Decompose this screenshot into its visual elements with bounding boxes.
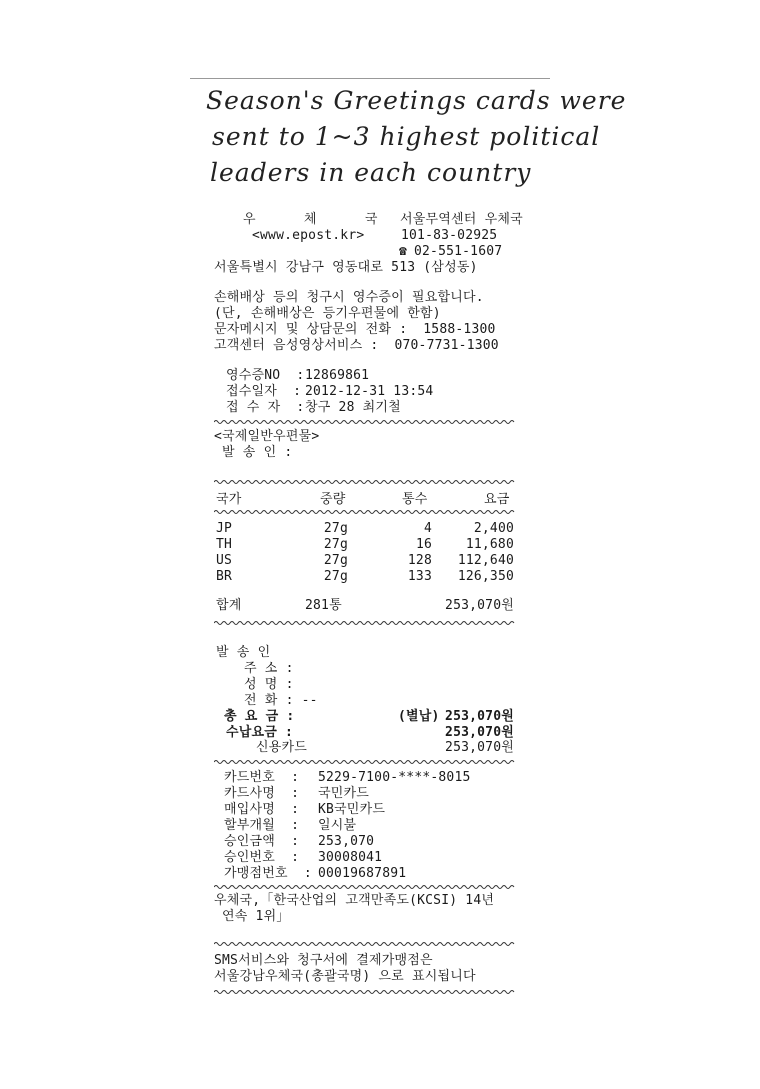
row-country: US: [216, 553, 233, 568]
divider: [214, 479, 516, 484]
receipt-clerk-label: 접 수 자 :: [226, 400, 305, 415]
row-weight: 27g: [323, 553, 348, 568]
post-office-name: 우 체 국: [243, 212, 378, 227]
row-fee: 11,680: [465, 537, 514, 552]
received-fee-value: 253,070원: [445, 725, 514, 740]
receipt-no-label: 영수증NO :: [226, 368, 305, 383]
office-address: 서울특별시 강남구 영동대로 513 (삼성동): [214, 260, 478, 275]
slogan-line-2: 연속 1위」: [222, 909, 290, 924]
sender-label: 발 송 인 :: [222, 445, 293, 460]
sender-address-label: 주 소 :: [244, 661, 294, 676]
total-fee-note: (별납): [398, 709, 440, 724]
credit-card-label: 신용카드: [256, 740, 308, 755]
row-fee: 2,400: [473, 521, 514, 536]
handwritten-line-3: leaders in each country: [210, 158, 532, 187]
notice-line-3: 문자메시지 및 상담문의 전화 : 1588-1300: [214, 322, 496, 337]
card-info-label: 매입사명 :: [224, 802, 300, 817]
total-label: 합계: [216, 598, 242, 613]
row-count: 133: [407, 569, 432, 584]
card-info-value: 00019687891: [318, 866, 407, 881]
card-info-value: KB국민카드: [318, 802, 386, 817]
received-fee-label: 수납요금 :: [226, 725, 294, 740]
sender-block-title: 발 송 인: [216, 645, 271, 660]
card-info-value: 5229-7100-****-8015: [318, 770, 471, 785]
card-info-value: 국민카드: [318, 786, 370, 801]
card-info-label: 가맹점번호 :: [224, 866, 312, 881]
divider: [214, 509, 516, 514]
card-info-label: 승인번호 :: [224, 850, 300, 865]
receipt-no-value: 12869861: [305, 368, 370, 383]
receipt-top-edge: [190, 78, 550, 79]
row-weight: 27g: [323, 537, 348, 552]
sms-notice-line-2: 서울강남우체국(총괄국명) 으로 표시됩니다: [214, 969, 476, 984]
receipt-clerk-value: 창구 28 최기철: [305, 400, 401, 415]
column-header-weight: 중량: [320, 492, 346, 507]
row-country: JP: [216, 521, 233, 536]
office-phone: 02-551-1607: [414, 244, 503, 259]
row-fee: 126,350: [457, 569, 514, 584]
row-country: TH: [216, 537, 233, 552]
row-weight: 27g: [323, 569, 348, 584]
row-country: BR: [216, 569, 233, 584]
credit-card-value: 253,070원: [445, 740, 514, 755]
total-fee-label: 총 요 금 :: [224, 709, 295, 724]
mail-type: <국제일반우편물>: [214, 429, 320, 444]
slogan-line-1: 우체국,「한국산업의 고객만족도(KCSI) 14년: [214, 893, 495, 908]
divider: [214, 759, 516, 764]
divider: [214, 419, 516, 424]
card-info-label: 카드사명 :: [224, 786, 300, 801]
notice-line-1: 손해배상 등의 청구시 영수증이 필요합니다.: [214, 290, 484, 305]
phone-icon: ☎: [399, 244, 408, 259]
divider: [214, 884, 516, 889]
receipt-date-value: 2012-12-31 13:54: [305, 384, 434, 399]
receipt-date-label: 접수일자 :: [226, 384, 302, 399]
notice-line-4: 고객센터 음성영상서비스 : 070-7731-1300: [214, 338, 499, 353]
row-weight: 27g: [323, 521, 348, 536]
card-info-value: 일시불: [318, 818, 357, 833]
divider: [214, 989, 516, 994]
column-header-fee: 요금: [484, 492, 510, 507]
card-info-label: 카드번호 :: [224, 770, 300, 785]
center-name: 서울무역센터 우체국: [400, 212, 523, 227]
handwritten-line-1: Season's Greetings cards were: [206, 86, 627, 115]
sender-phone-label: 전 화 : --: [244, 693, 318, 708]
business-number: 101-83-02925: [401, 228, 498, 243]
column-header-count: 통수: [402, 492, 428, 507]
sender-name-label: 성 명 :: [244, 677, 294, 692]
row-count: 4: [423, 521, 432, 536]
website: <www.epost.kr>: [252, 228, 365, 243]
total-count: 281통: [305, 598, 342, 613]
divider: [214, 620, 516, 625]
card-info-value: 253,070: [318, 834, 375, 849]
column-header-country: 국가: [216, 492, 242, 507]
handwritten-line-2: sent to 1~3 highest political: [212, 122, 601, 151]
card-info-label: 할부개월 :: [224, 818, 300, 833]
sms-notice-line-1: SMS서비스와 청구서에 결제가맹점은: [214, 953, 433, 968]
row-count: 128: [407, 553, 432, 568]
notice-line-2: (단, 손해배상은 등기우편물에 한함): [214, 306, 441, 321]
divider: [214, 941, 516, 946]
card-info-label: 승인금액 :: [224, 834, 300, 849]
row-fee: 112,640: [457, 553, 514, 568]
total-amount: 253,070원: [445, 598, 514, 613]
row-count: 16: [415, 537, 432, 552]
card-info-value: 30008041: [318, 850, 383, 865]
total-fee-value: 253,070원: [445, 709, 514, 724]
